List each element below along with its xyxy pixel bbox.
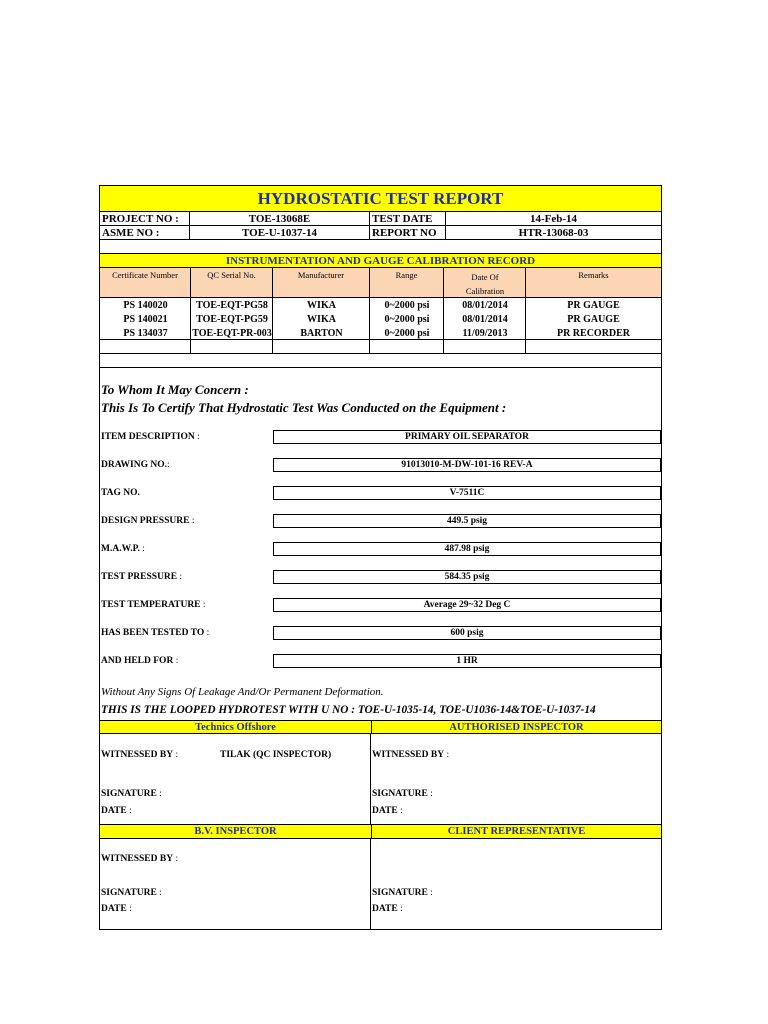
col-calibration: Calibration bbox=[465, 285, 505, 296]
witnessed-label: WITNESSED BY : bbox=[101, 854, 179, 864]
col-certificate-number: Certificate Number bbox=[100, 268, 191, 282]
witnessed-label: WITNESSED BY : bbox=[101, 750, 179, 760]
table-cell: WIKA bbox=[307, 299, 336, 311]
table-cell: PR RECORDER bbox=[556, 327, 631, 339]
date-label: DATE : bbox=[372, 806, 403, 816]
item-label: DESIGN PRESSURE : bbox=[101, 516, 195, 526]
certify-line: This Is To Certify That Hydrostatic Test Was Conducted on the Equipment : bbox=[101, 400, 507, 415]
table-cell: WIKA bbox=[307, 313, 336, 325]
col-manufacturer: Manufacturer bbox=[273, 268, 370, 282]
table-row bbox=[100, 354, 661, 368]
table-cell: BARTON bbox=[300, 327, 343, 339]
item-label: DRAWING NO.: bbox=[101, 460, 170, 470]
calibration-header-row bbox=[100, 268, 661, 298]
table-cell: PR GAUGE bbox=[567, 299, 620, 311]
signoff-divider bbox=[100, 734, 371, 824]
looped-note: THIS IS THE LOOPED HYDROTEST WITH U NO : TOE-U-1035-14, TOE-U1036-14&TOE-U-1037-14 bbox=[101, 704, 596, 716]
col-qc-serial: QC Serial No. bbox=[191, 268, 273, 282]
signature-label: SIGNATURE : bbox=[372, 888, 433, 898]
table-row bbox=[100, 298, 661, 312]
table-cell: 0~2000 psi bbox=[384, 313, 430, 325]
signature-label: SIGNATURE : bbox=[101, 888, 162, 898]
design-pressure-value: 449.5 psig bbox=[273, 514, 661, 528]
spacer-row bbox=[100, 240, 661, 254]
table-row bbox=[100, 326, 661, 340]
table-cell: PR GAUGE bbox=[567, 313, 620, 325]
tested-to-value: 600 psig bbox=[273, 626, 661, 640]
table-cell: 0~2000 psi bbox=[384, 299, 430, 311]
col-remarks: Remarks bbox=[578, 270, 609, 280]
drawing-no-value: 91013010-M-DW-101-16 REV-A bbox=[273, 458, 661, 472]
leakage-note: Without Any Signs Of Leakage And/Or Permanent Deformation. bbox=[101, 686, 384, 698]
technics-header: Technics Offshore bbox=[100, 720, 371, 734]
col-divider bbox=[370, 268, 444, 298]
col-divider bbox=[273, 268, 370, 298]
test-temperature-value: Average 29~32 Deg C bbox=[273, 598, 661, 612]
col-divider bbox=[191, 268, 273, 298]
report-title: HYDROSTATIC TEST REPORT bbox=[100, 186, 661, 212]
bv-inspector-header: B.V. INSPECTOR bbox=[100, 824, 371, 839]
tag-no-value: V-7511C bbox=[273, 486, 661, 500]
test-pressure-value: 584.35 psig bbox=[273, 570, 661, 584]
table-cell: PS 140020 bbox=[123, 299, 168, 311]
date-label: DATE : bbox=[372, 904, 403, 914]
date-label: DATE : bbox=[101, 904, 132, 914]
table-cell: 08/01/2014 bbox=[462, 313, 508, 325]
authorised-inspector-header: AUTHORISED INSPECTOR bbox=[371, 720, 661, 734]
col-divider bbox=[100, 268, 191, 298]
table-row bbox=[100, 340, 661, 354]
table-cell: TOE-EQT-PR-003 bbox=[192, 327, 272, 339]
witnessed-label: WITNESSED BY : bbox=[372, 750, 450, 760]
report-no-value: HTR-13068-03 bbox=[446, 226, 661, 240]
table-cell: PS 134037 bbox=[123, 327, 168, 339]
signature-label: SIGNATURE : bbox=[372, 789, 433, 799]
report-no-label: REPORT NO bbox=[370, 226, 446, 240]
signoff-divider bbox=[100, 839, 371, 929]
table-cell: 08/01/2014 bbox=[462, 299, 508, 311]
item-label: ITEM DESCRIPTION : bbox=[101, 432, 200, 442]
col-divider bbox=[444, 268, 526, 298]
table-row bbox=[100, 312, 661, 326]
concern-line: To Whom It May Concern : bbox=[101, 382, 249, 397]
witness-name: TILAK (QC INSPECTOR) bbox=[220, 750, 332, 760]
calibration-body bbox=[100, 298, 661, 368]
table-cell: 11/09/2013 bbox=[462, 327, 508, 339]
client-representative-header: CLIENT REPRESENTATIVE bbox=[371, 824, 661, 839]
item-label: TEST PRESSURE : bbox=[101, 572, 183, 582]
test-date-value: 14-Feb-14 bbox=[446, 212, 661, 226]
asme-no-label: ASME NO : bbox=[100, 226, 190, 240]
table-cell: PS 140021 bbox=[123, 313, 168, 325]
date-label: DATE : bbox=[101, 806, 132, 816]
item-label: HAS BEEN TESTED TO : bbox=[101, 628, 210, 638]
held-for-value: 1 HR bbox=[273, 654, 661, 668]
calibration-heading: INSTRUMENTATION AND GAUGE CALIBRATION RECORD bbox=[100, 254, 661, 268]
project-info-block bbox=[100, 212, 661, 240]
item-description-value: PRIMARY OIL SEPARATOR bbox=[273, 430, 661, 444]
project-no-label: PROJECT NO : bbox=[100, 212, 190, 226]
item-label: M.A.W.P. : bbox=[101, 544, 145, 554]
col-range: Range bbox=[370, 268, 444, 282]
item-label: TEST TEMPERATURE : bbox=[101, 600, 206, 610]
table-cell: TOE-EQT-PG58 bbox=[196, 299, 268, 311]
item-label: TAG NO. bbox=[101, 488, 140, 498]
test-date-label: TEST DATE bbox=[370, 212, 446, 226]
table-cell: TOE-EQT-PG59 bbox=[196, 313, 268, 325]
signature-label: SIGNATURE : bbox=[101, 789, 162, 799]
project-no-value: TOE-13068E bbox=[190, 212, 370, 226]
item-label: AND HELD FOR : bbox=[101, 656, 179, 666]
asme-no-value: TOE-U-1037-14 bbox=[190, 226, 370, 240]
mawp-value: 487.98 psig bbox=[273, 542, 661, 556]
table-cell: 0~2000 psi bbox=[384, 327, 430, 339]
col-date-of: Date Of bbox=[471, 271, 499, 282]
